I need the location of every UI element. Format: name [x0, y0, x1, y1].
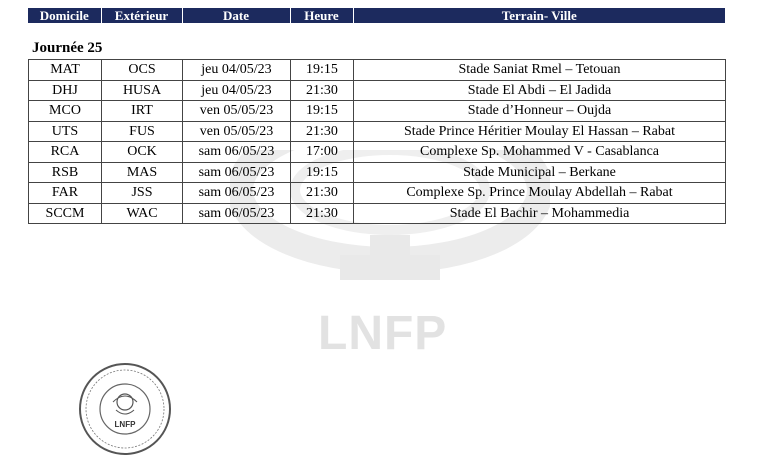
table-row: [29, 162, 726, 183]
match-time: 21:30: [291, 80, 354, 101]
match-venue: Complexe Sp. Mohammed V - Casablanca: [354, 142, 726, 163]
match-date: sam 06/05/23: [183, 162, 291, 183]
table-row: [29, 60, 726, 81]
match-time: 17:00: [291, 142, 354, 163]
match-venue: Stade El Abdi – El Jadida: [354, 80, 726, 101]
away-team: MAS: [102, 162, 183, 183]
match-time: 19:15: [291, 162, 354, 183]
table-row: [29, 121, 726, 142]
match-time: 19:15: [291, 60, 354, 81]
away-team: OCK: [102, 142, 183, 163]
table-row: [29, 203, 726, 224]
match-venue: Stade Prince Héritier Moulay El Hassan – Rabat: [354, 121, 726, 142]
match-table: [28, 59, 726, 224]
away-team: IRT: [102, 101, 183, 122]
match-date: ven 05/05/23: [183, 121, 291, 142]
seal-label: LNFP: [114, 420, 136, 429]
match-time: 21:30: [291, 183, 354, 204]
table-row: [29, 80, 726, 101]
match-venue: Stade El Bachir – Mohammedia: [354, 203, 726, 224]
match-date: jeu 04/05/23: [183, 80, 291, 101]
home-team: UTS: [29, 121, 102, 142]
round-title: Journée 25: [32, 40, 103, 56]
table-row: [29, 183, 726, 204]
col-header-home: Domicile: [28, 8, 101, 23]
match-venue: Stade d’Honneur – Oujda: [354, 101, 726, 122]
away-team: WAC: [102, 203, 183, 224]
match-venue: Stade Saniat Rmel – Tetouan: [354, 60, 726, 81]
away-team: OCS: [102, 60, 183, 81]
match-time: 21:30: [291, 203, 354, 224]
match-time: 21:30: [291, 121, 354, 142]
schedule-header: [28, 8, 725, 23]
home-team: RSB: [29, 162, 102, 183]
lnfp-seal-stamp: [78, 362, 172, 456]
home-team: FAR: [29, 183, 102, 204]
match-date: sam 06/05/23: [183, 203, 291, 224]
match-venue: Stade Municipal – Berkane: [354, 162, 726, 183]
away-team: HUSA: [102, 80, 183, 101]
match-date: jeu 04/05/23: [183, 60, 291, 81]
match-date: sam 06/05/23: [183, 183, 291, 204]
match-date: ven 05/05/23: [183, 101, 291, 122]
home-team: DHJ: [29, 80, 102, 101]
match-venue: Complexe Sp. Prince Moulay Abdellah – Rabat: [354, 183, 726, 204]
match-date: sam 06/05/23: [183, 142, 291, 163]
col-header-date: Date: [182, 8, 290, 23]
home-team: SCCM: [29, 203, 102, 224]
col-header-venue: Terrain- Ville: [501, 8, 577, 23]
match-time: 19:15: [291, 101, 354, 122]
home-team: RCA: [29, 142, 102, 163]
watermark-text: LNFP: [318, 307, 448, 360]
col-header-away: Extérieur: [101, 8, 182, 23]
table-row: [29, 101, 726, 122]
col-header-time: Heure: [290, 8, 353, 23]
home-team: MCO: [29, 101, 102, 122]
away-team: FUS: [102, 121, 183, 142]
home-team: MAT: [29, 60, 102, 81]
away-team: JSS: [102, 183, 183, 204]
table-row: [29, 142, 726, 163]
